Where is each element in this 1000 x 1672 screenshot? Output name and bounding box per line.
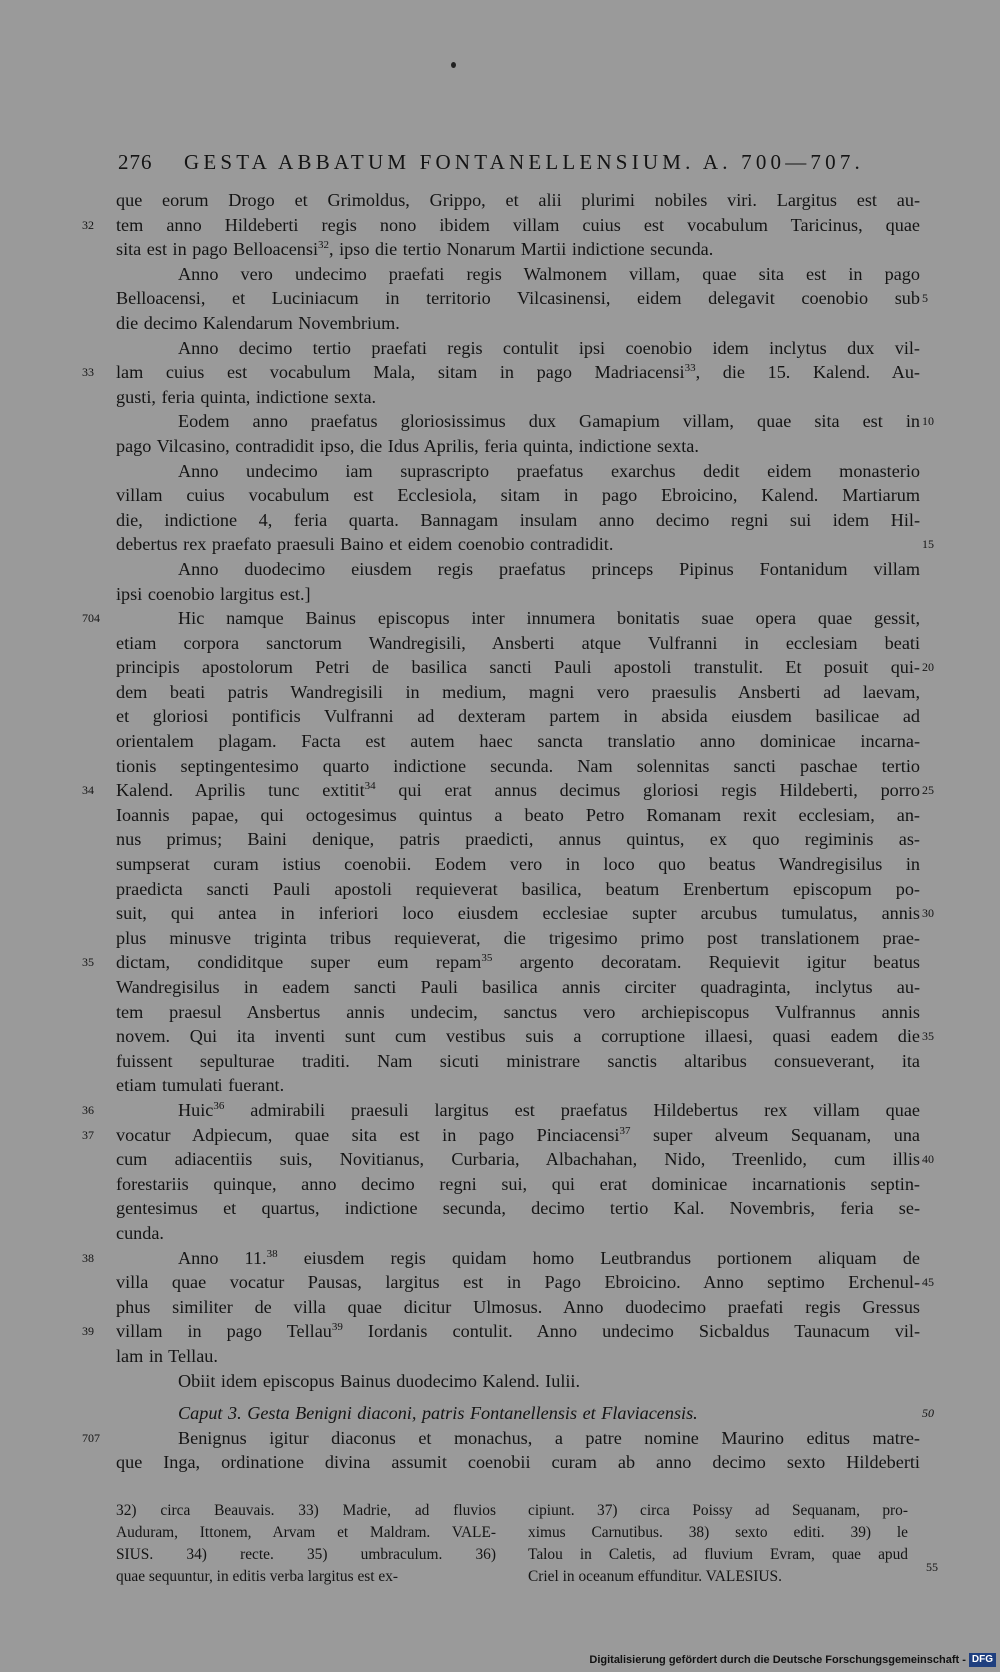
text-line <box>116 975 920 1000</box>
text-line <box>116 901 934 926</box>
text-line <box>82 950 920 975</box>
line-text: die decimo Kalendarum Novembrium. <box>116 312 400 333</box>
text-line <box>116 409 934 434</box>
line-number-right: 30 <box>922 906 934 921</box>
text-line <box>116 1295 920 1320</box>
page-header <box>118 150 864 180</box>
footnote-ref: 33 <box>684 362 696 375</box>
footnote-line: Auduram, Ittonem, Arvam et Maldram. VALE- <box>116 1524 496 1541</box>
footnote-line: quae sequuntur, in editis verba largitus est ex- <box>116 1568 399 1585</box>
text-line <box>116 434 920 459</box>
text-line <box>116 1196 920 1221</box>
text-line <box>82 213 920 238</box>
line-number-right: 35 <box>922 1029 934 1044</box>
line-number-right: 40 <box>922 1152 934 1167</box>
text-line <box>116 1172 920 1197</box>
margin-note-left: 704 <box>82 611 100 626</box>
footnote-line: ximus Carnutibus. 38) sexto editi. 39) le <box>528 1524 908 1541</box>
text-line <box>116 680 920 705</box>
line-text: plus minusve triginta tribus requieverat, die trigesimo primo post translationem prae- <box>116 927 920 948</box>
footnote-line: Criel in oceanum effunditur. VALESIUS. <box>528 1568 782 1585</box>
line-text: Eodem anno praefatus gloriosissimus dux Gamapium villam, quae sita est in <box>178 411 920 432</box>
line-number-right: 25 <box>922 783 934 798</box>
line-text: forestariis quinque, anno decimo regni sui, qui erat dominicae incarnationis septin- <box>116 1173 920 1194</box>
text-line <box>116 926 920 951</box>
line-text: vocatur Adpiecum, quae sita est in pago Pinciacensi <box>116 1124 620 1145</box>
margin-note-left: 37 <box>82 1127 94 1142</box>
line-text: Anno 11. <box>178 1247 267 1268</box>
text-line <box>116 655 934 680</box>
digitization-credit <box>589 1652 996 1668</box>
line-text: cum adiacentiis suis, Novitianus, Curbaria, Albachahan, Nido, Treenlido, cum illis <box>116 1149 920 1170</box>
text-line <box>116 336 920 361</box>
line-text: suit, qui antea in inferiori loco eiusdem ecclesiae supter arcubus tumulatus, annis <box>116 903 920 924</box>
main-text <box>82 188 934 1475</box>
text-line <box>116 459 920 484</box>
line-number-right: 20 <box>922 660 934 675</box>
text-line <box>82 1319 921 1344</box>
margin-note-left: 36 <box>82 1102 94 1117</box>
margin-note-left: 38 <box>82 1250 94 1265</box>
text-line <box>116 1024 934 1049</box>
line-text: Huic <box>178 1099 214 1120</box>
line-text: villam cuius vocabulum est Ecclesiola, sitam in pago Ebroicino, Kalend. Martiarum <box>116 485 920 506</box>
margin-note-left: 35 <box>82 955 94 970</box>
line-text: nus primus; Baini denique, patris praedicti, annus quintus, ex quo regiminis as- <box>116 829 920 850</box>
text-line <box>116 1270 934 1295</box>
margin-note-left: 32 <box>82 217 94 232</box>
line-text: sumpserat curam istius coenobii. Eodem vero in loco quo beatus Wandregisilus in <box>116 854 920 875</box>
line-text: Anno vero undecimo praefati regis Walmonem villam, quae sita est in pago <box>178 263 920 284</box>
text-line <box>82 1246 920 1271</box>
line-text: Anno decimo tertio praefati regis contulit ipsi coenobio idem inclytus dux vil- <box>178 337 920 358</box>
line-text: que Inga, ordinatione divina assumit coenobii curam ab anno decimo sexto Hildeberti <box>116 1452 920 1473</box>
line-text: dictam, condiditque super eum repam <box>116 952 482 973</box>
line-text: fuissent sepulturae traditi. Nam sicuti ministrare sanctis altaribus consueverant, ita <box>116 1050 920 1071</box>
credit-text: Digitalisierung gefördert durch die Deutsche Forschungsgemeinschaft - <box>589 1654 966 1666</box>
text-line <box>116 631 920 656</box>
text-line <box>116 1369 920 1394</box>
text-line <box>82 778 934 803</box>
line-text: Benignus igitur diaconus et monachus, a patre nomine Maurino editus matre- <box>178 1427 920 1448</box>
line-text: villa quae vocatur Pausas, largitus est in Pago Ebroicino. Anno septimo Erchenul- <box>116 1272 920 1293</box>
line-text-continued: , ipso die tertio Nonarum Martii indictione secunda. <box>329 239 714 260</box>
text-line <box>116 582 920 607</box>
line-text-continued: , die 15. Kalend. Au- <box>695 362 920 383</box>
line-text: Anno duodecimo eiusdem regis praefatus princeps Pipinus Fontanidum villam <box>178 558 920 579</box>
line-text-continued: super alveum Sequanam, una <box>630 1124 920 1145</box>
footnotes-right-column <box>528 1500 908 1588</box>
line-text: tem praesul Ansbertus annis undecim, sanctus vero archiepiscopus Vulfrannus annis <box>116 1001 920 1022</box>
line-text: et gloriosi pontificis Vulfranni ad dexteram partem in absida eiusdem basilicae ad <box>116 706 920 727</box>
line-text: Ioannis papae, qui octogesimus quintus a beato Petro Romanam rexit ecclesiam, an- <box>116 804 920 825</box>
line-text: phus similiter de villa quae dicitur Ulmosus. Anno duodecimo praefati regis Gressus <box>116 1296 920 1317</box>
text-line <box>116 1401 934 1426</box>
text-line <box>116 827 920 852</box>
text-line <box>116 483 920 508</box>
line-text: cunda. <box>116 1222 164 1243</box>
line-text-continued: admirabili praesuli largitus est praefatus Hildebertus rex villam quae <box>224 1099 920 1120</box>
text-line <box>116 754 920 779</box>
text-line <box>116 704 920 729</box>
text-line <box>116 1000 920 1025</box>
line-text: principis apostolorum Petri de basilica sancti Pauli apostoli transtulit. Et posuit qui- <box>116 657 920 678</box>
text-line <box>82 1426 920 1451</box>
line-text: gentesimus et quartus, indictione secunda, decimo tertio Kal. Novembris, feria se- <box>116 1198 920 1219</box>
footnote-ref: 38 <box>266 1247 278 1260</box>
dfg-logo: DFG <box>969 1653 996 1667</box>
text-line <box>116 1049 920 1074</box>
print-speck <box>451 62 456 68</box>
footnote-line-number: 55 <box>926 1560 938 1574</box>
line-number-right: 10 <box>922 414 934 429</box>
text-line <box>82 360 920 385</box>
text-line <box>116 1450 920 1475</box>
line-text: orientalem plagam. Facta est autem haec sancta translatio anno dominicae incarna- <box>116 731 920 752</box>
footnote-ref: 34 <box>364 780 376 793</box>
line-text-continued: argento decoratam. Requievit igitur beatus <box>492 952 920 973</box>
footnote-line: SIUS. 34) recte. 35) umbraculum. 36) <box>116 1546 496 1563</box>
text-line <box>116 385 920 410</box>
line-text: novem. Qui ita inventi sunt cum vestibus suis a corruptione illaesi, quasi eadem die <box>116 1026 920 1047</box>
text-line <box>116 188 920 213</box>
line-text: etiam tumulati fuerant. <box>116 1075 285 1096</box>
line-text: Hic namque Bainus episcopus inter innumera bonitatis suae opera quae gessit, <box>178 608 920 629</box>
line-text: que eorum Drogo et Grimoldus, Grippo, et alii plurimi nobiles viri. Largitus est au- <box>116 190 920 210</box>
line-text: dem beati patris Wandregisili in medium, magni vero praesulis Ansberti ad laevam, <box>116 681 920 702</box>
text-line <box>116 877 920 902</box>
footnote-ref: 39 <box>331 1321 343 1334</box>
line-text: ipsi coenobio largitus est.] <box>116 583 311 604</box>
text-line <box>116 1344 920 1369</box>
footnote-ref: 36 <box>213 1099 225 1112</box>
text-line <box>82 1123 920 1148</box>
text-line <box>116 1147 934 1172</box>
line-text: villam in pago Tellau <box>116 1321 332 1342</box>
margin-note-left: 34 <box>82 783 94 798</box>
line-text: Anno undecimo iam suprascripto praefatus exarchus dedit eidem monasterio <box>178 460 920 481</box>
footnote-line: Talou in Caletis, ad fluvium Evram, quae apud <box>528 1546 908 1563</box>
running-title: GESTA ABBATUM FONTANELLENSIUM. A. 700—707. <box>184 150 864 174</box>
line-number-right: 45 <box>922 1275 934 1290</box>
margin-note-left: 39 <box>82 1324 94 1339</box>
footnote-ref: 32 <box>318 239 329 252</box>
footnote-ref: 35 <box>481 952 493 965</box>
text-line <box>82 606 920 631</box>
footnote-ref: 37 <box>619 1124 631 1137</box>
line-text: Kalend. Aprilis tunc extitit <box>116 780 365 801</box>
text-line <box>116 1073 920 1098</box>
page-number: 276 <box>118 150 153 174</box>
line-text-continued: qui erat annus decimus gloriosi regis Hildeberti, porro <box>375 780 920 801</box>
text-line <box>116 557 920 582</box>
line-text: tionis septingentesimo quarto indictione secunda. Nam solennitas sancti paschae tertio <box>116 755 920 776</box>
line-text: tem anno Hildeberti regis nono ibidem villam cuius est vocabulum Taricinus, quae <box>116 214 920 235</box>
line-number-right: 15 <box>922 537 934 552</box>
text-line <box>116 286 928 311</box>
line-text: pago Vilcasino, contradidit ipso, die Idus Aprilis, feria quinta, indictione sexta. <box>116 435 699 456</box>
line-text-continued: eiusdem regis quidam homo Leutbrandus portionem aliquam de <box>277 1247 920 1268</box>
line-text: Obiit idem episcopus Bainus duodecimo Kalend. Iulii. <box>178 1370 581 1391</box>
line-text: lam in Tellau. <box>116 1345 218 1366</box>
text-line <box>116 729 920 754</box>
line-text: Wandregisilus in eadem sancti Pauli basilica annis circiter quadraginta, inclytus au- <box>116 977 920 997</box>
text-line <box>82 1098 920 1123</box>
text-line <box>116 311 920 336</box>
line-text: debertus rex praefato praesuli Baino et eidem coenobio contradidit. <box>116 534 614 555</box>
line-text: Belloacensi, et Luciniacum in territorio Vilcasinensi, eidem delegavit coenobio sub <box>116 288 920 309</box>
text-line <box>116 532 934 557</box>
text-line <box>116 803 920 828</box>
line-text: sita est in pago Belloacensi <box>116 239 318 260</box>
margin-note-left: 707 <box>82 1430 100 1445</box>
line-number-right: 5 <box>922 291 928 306</box>
line-number-right: 50 <box>922 1406 934 1421</box>
line-text: etiam corpora sanctorum Wandregisili, Ansberti atque Vulfranni in ecclesiam beati <box>116 632 920 653</box>
text-line <box>116 262 920 287</box>
line-text: Caput 3. Gesta Benigni diaconi, patris Fontanellensis et Flaviacensis. <box>178 1403 698 1424</box>
text-line <box>116 852 920 877</box>
line-text: die, indictione 4, feria quarta. Bannagam insulam anno decimo regni sui idem Hil- <box>116 509 920 530</box>
text-line <box>116 237 920 262</box>
text-line <box>116 1221 920 1246</box>
line-text: gusti, feria quinta, indictione sexta. <box>116 386 377 407</box>
footnote-line: cipiunt. 37) circa Poissy ad Sequanam, pro- <box>528 1502 908 1519</box>
line-text-continued: Iordanis contulit. Anno undecimo Sicbaldus Taunacum vil- <box>342 1321 921 1342</box>
footnotes-left-column <box>116 1500 496 1588</box>
text-line <box>116 508 920 533</box>
line-text: praedicta sancti Pauli apostoli requieverat basilica, beatum Erenbertum episcopum po- <box>116 878 920 899</box>
margin-note-left: 33 <box>82 365 94 380</box>
line-text: lam cuius est vocabulum Mala, sitam in pago Madriacensi <box>116 362 685 383</box>
footnote-line: 32) circa Beauvais. 33) Madrie, ad fluvios <box>116 1502 496 1519</box>
